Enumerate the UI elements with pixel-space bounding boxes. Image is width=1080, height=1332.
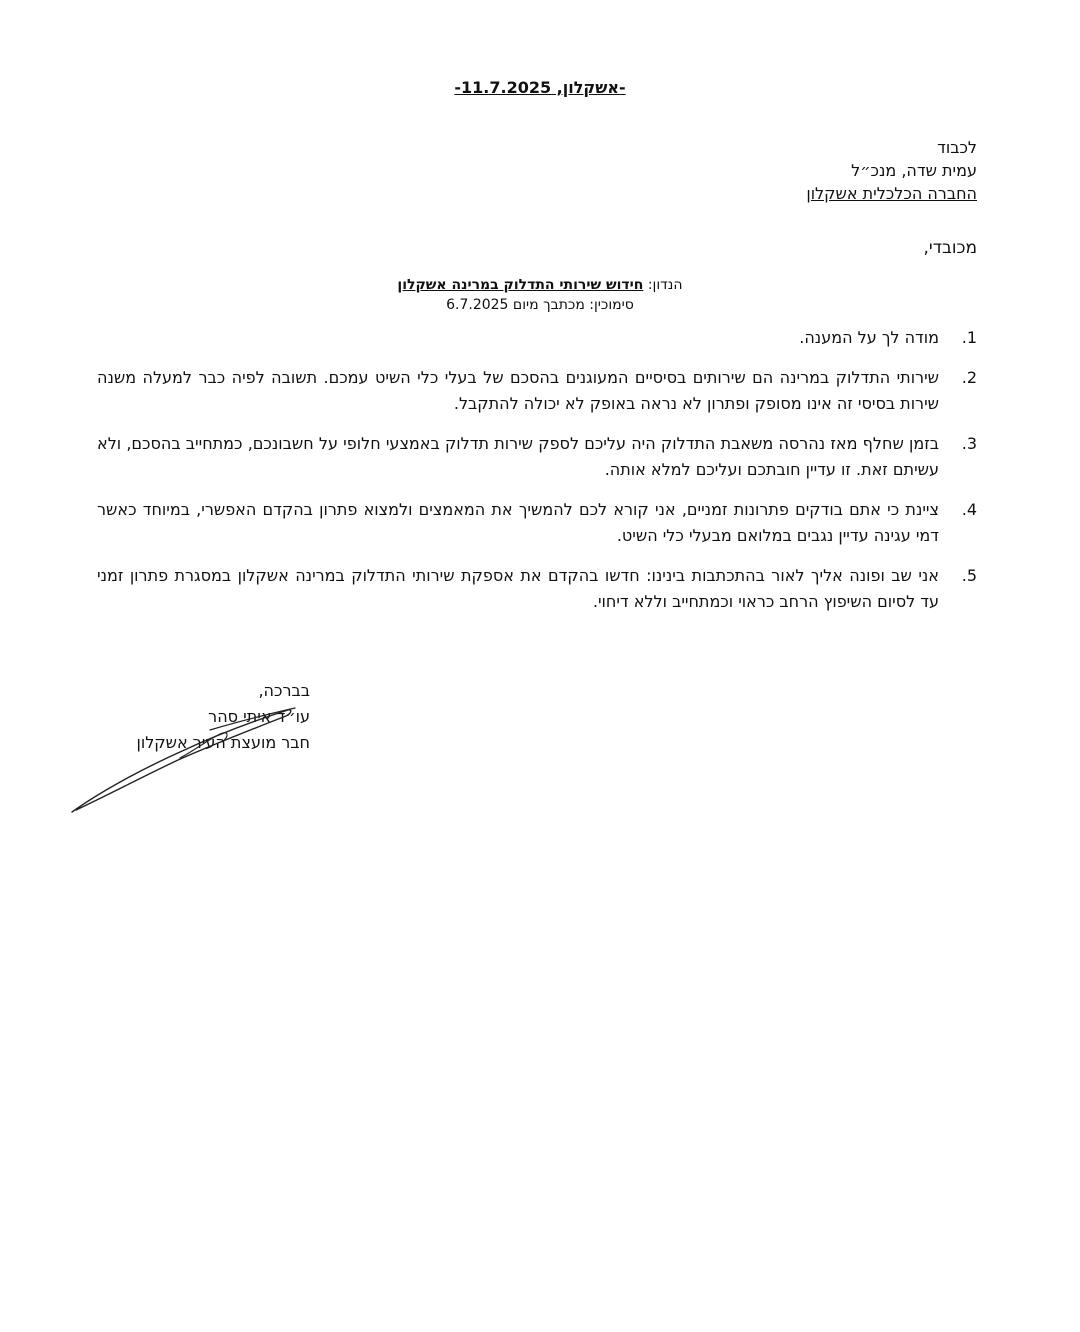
paragraph-item	[97, 325, 977, 351]
paragraph-number: 1.	[961, 328, 977, 347]
subject-title: חידוש שירותי התדלוק במרינה אשקלון	[397, 277, 644, 293]
paragraph-text: ציינת כי אתם בודקים פתרונות זמניים, אני קורא לכם להמשיך את המאמצים ולמצוא פתרון בהקדם האפשרי, במיוחד כאשר דמי עגינה עדיין נגבים במלואם מבעלי כלי השיט.	[97, 500, 939, 545]
paragraph-item	[97, 365, 977, 417]
date-place-line: -אשקלון, 11.7.2025-	[454, 78, 626, 97]
recipient-block	[577, 136, 977, 205]
signer-role: חבר מועצת העיר אשקלון	[136, 733, 310, 752]
subject-label: הנדון:	[647, 277, 683, 293]
paragraph-number: 3.	[961, 434, 977, 453]
paragraph-number: 2.	[961, 368, 977, 387]
paragraph-number: 4.	[961, 500, 977, 519]
paragraph-item	[97, 563, 977, 615]
numbered-paragraphs	[97, 325, 977, 629]
greeting: מכובדי,	[923, 238, 977, 258]
paragraph-number: 5.	[961, 566, 977, 585]
recipient-name: עמית שדה, מנכ״ל	[851, 161, 977, 180]
paragraph-text: בזמן שחלף מאז נהרסה משאבת התדלוק היה עליכם לספק שירות תדלוק באמצעי חלופי על חשבונכם, כמתחייב בהסכם, ולא עשיתם זאת. זו עדיין חובתכם ועליכם למלא אותה.	[97, 434, 939, 479]
recipient-salutation: לכבוד	[937, 138, 977, 157]
subject-line	[0, 275, 1080, 295]
recipient-organization: החברה הכלכלית אשקלון	[806, 184, 977, 203]
paragraph-text: אני שב ופונה אליך לאור בהתכתבות בינינו: חדשו בהקדם את אספקת שירותי התדלוק במרינה אשקלון במסגרת פתרון זמני עד לסיום השיפוץ הרחב כראוי וכמתחייב וללא דיחוי.	[97, 566, 939, 611]
closing-blessing: בברכה,	[258, 681, 310, 700]
paragraph-item	[97, 431, 977, 483]
handwritten-signature	[60, 700, 310, 820]
signer-name: עו״ד איתי סהר	[208, 707, 310, 726]
reference-line: סימוכין: מכתבך מיום 6.7.2025	[446, 297, 634, 313]
subject-block	[0, 275, 1080, 315]
paragraph-item	[97, 497, 977, 549]
paragraph-text: מודה לך על המענה.	[799, 328, 939, 347]
paragraph-text: שירותי התדלוק במרינה הם שירותים בסיסיים המעוגנים בהסכם של בעלי כלי השיט עמכם. תשובה לפיה כבר למעלה משנה שירות בסיסי זה אינו מסופק ופתרון לא נראה באופק לא יכולה להתקבל.	[97, 368, 939, 413]
